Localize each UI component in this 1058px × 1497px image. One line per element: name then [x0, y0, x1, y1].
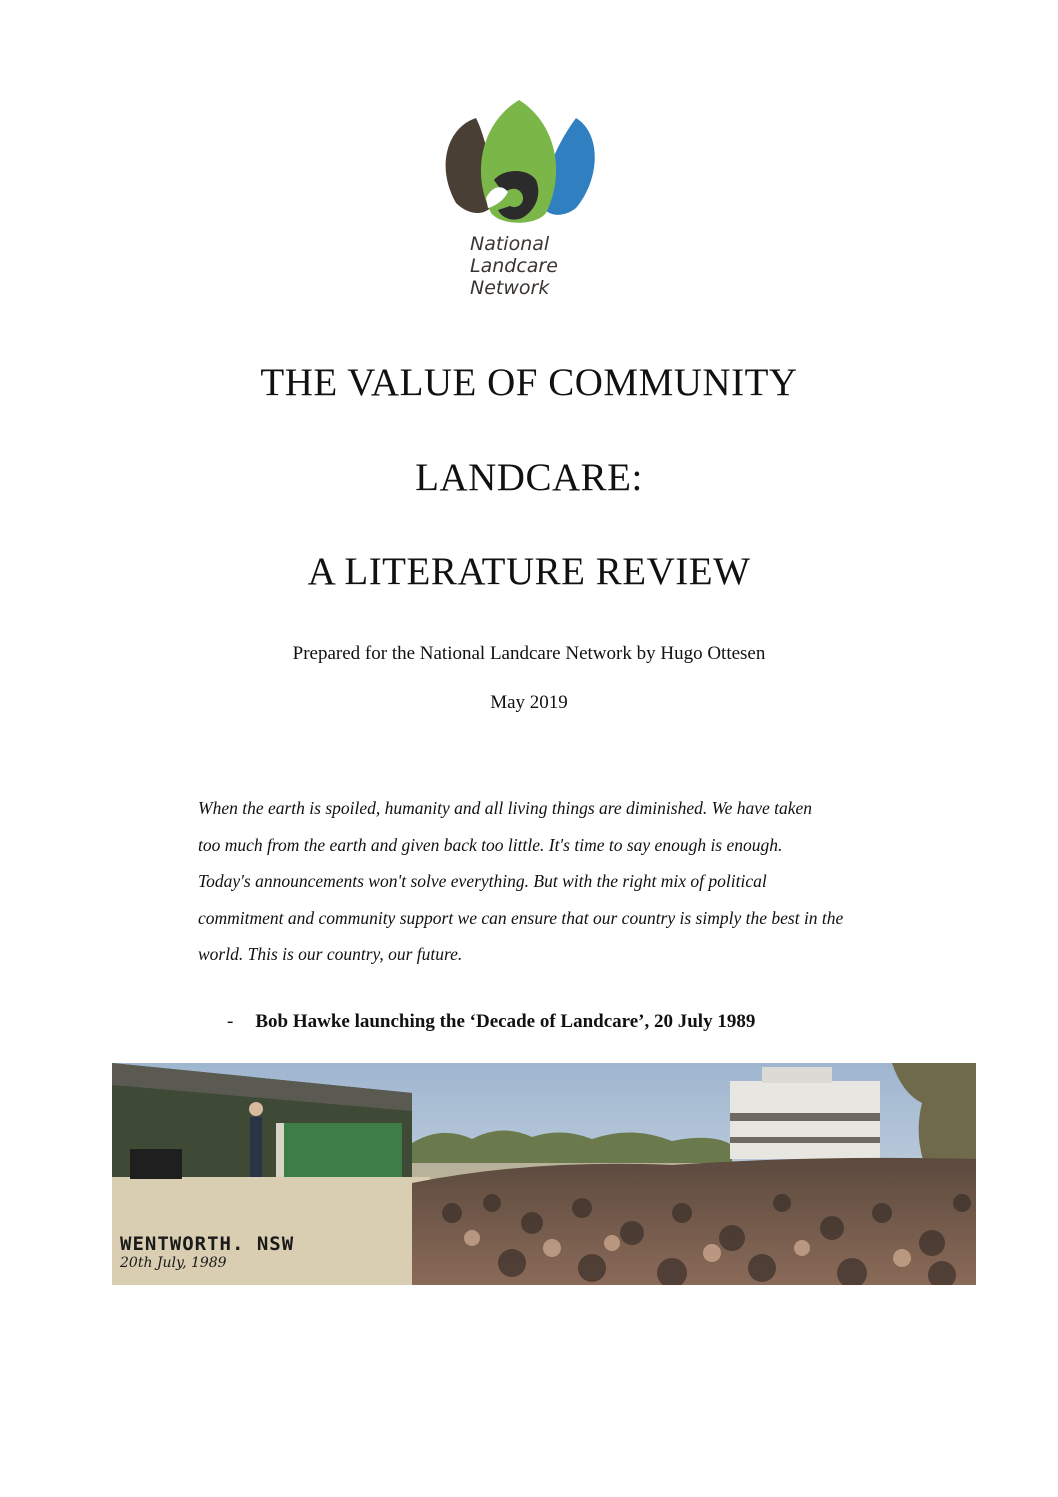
publication-date: May 2019: [490, 692, 568, 713]
quote-line: too much from the earth and given back too little. It's time to say enough is enough.: [198, 834, 783, 855]
photo-caption-place: WENTWORTH. NSW: [120, 1233, 295, 1255]
title-line-2: LANDCARE:: [415, 456, 643, 499]
logo-line-national: National: [470, 233, 550, 255]
title-line-1: THE VALUE OF COMMUNITY: [260, 361, 798, 404]
prepared-by: Prepared for the National Landcare Network by Hugo Ottesen: [292, 643, 766, 664]
quote-line: Today's announcements won't solve everything. But with the right mix of political: [198, 871, 767, 891]
logo-line-landcare: Landcare: [470, 255, 558, 277]
launch-event-photo: [112, 1063, 976, 1285]
national-landcare-network-logo: [436, 98, 602, 312]
quote-line: world. This is our country, our future.: [198, 944, 463, 964]
quote-line: commitment and community support we can ensure that our country is simply the best in the: [198, 907, 844, 928]
epigraph-quote: [198, 790, 858, 973]
attribution-text: Bob Hawke launching the ‘Decade of Landcare’, 20 July 1989: [255, 1011, 756, 1032]
leaf-hand-emblem-icon: [436, 98, 602, 228]
attribution-dash: -: [227, 1011, 234, 1032]
quote-attribution: [227, 1011, 755, 1033]
photo-caption-date: 20th July, 1989: [120, 1255, 227, 1271]
quote-line: When the earth is spoiled, humanity and all living things are diminished. We have taken: [198, 798, 813, 818]
logo-line-network: Network: [470, 277, 550, 299]
title-line-3: A LITERATURE REVIEW: [307, 550, 751, 593]
